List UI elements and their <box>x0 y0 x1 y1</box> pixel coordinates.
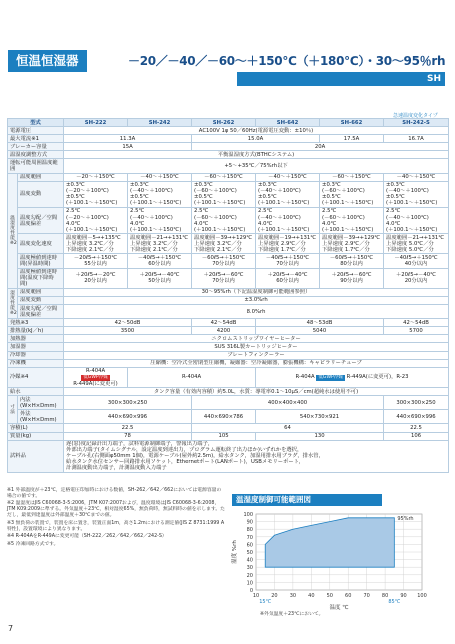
row-label: 温度変動 <box>18 181 64 207</box>
table-row <box>8 440 449 472</box>
row-label: 発熱※3 <box>8 319 64 327</box>
footnote: ※3 無負荷の装置で，装置を床に置き，装置正面1m，高さ1.2mにおける測定値(JIS Z 8731:1999 A 特性)，設置環境により異なります。 <box>7 520 225 532</box>
spec-table <box>7 118 449 473</box>
table-row <box>8 151 449 159</box>
cell: 5700 <box>384 327 449 335</box>
table-row <box>8 319 449 327</box>
cell: 440×690×786 <box>192 410 256 424</box>
cell: 温度範囲－5→+135℃ 上昇速度 3.2℃／分 下降速度 2.1℃／分 <box>64 234 128 254</box>
cell <box>256 367 449 387</box>
row-label: 運転可能周囲温度範囲 <box>8 159 64 173</box>
row-label: 電源電圧 <box>8 127 64 135</box>
cell: 42～54dB <box>384 319 449 327</box>
cell: 2.5℃ (－60～＋100℃) 4.0℃ (＋100.1～＋150℃) <box>192 207 256 233</box>
model-sh242: SH-242 <box>128 119 192 127</box>
x-annotation: 85℃ <box>388 599 401 605</box>
cell: 2.5℃ (－40～＋100℃) 4.0℃ (＋100.1～＋150℃) <box>384 207 449 233</box>
cell: －20ℓ5→＋150℃ 55分以内 <box>64 254 128 268</box>
cell: 16.7A <box>384 135 449 143</box>
footnotes <box>7 488 225 549</box>
cell: ±0.3℃ (－20～＋100℃) ±0.5℃ (＋100.1～＋150℃) <box>64 181 128 207</box>
page-number: 7 <box>8 624 14 633</box>
x-tick-label: 80 <box>381 593 389 599</box>
cell: 17.5A <box>320 135 384 143</box>
row-label: 給水 <box>8 388 64 396</box>
cell: 400×400×400 <box>192 396 384 410</box>
row-label: 最大電流※1 <box>8 135 64 143</box>
y-axis-label: 湿度 %rh <box>232 540 238 564</box>
x-tick-label: 50 <box>326 593 333 599</box>
subtype-label: 急速温度変化タイプ <box>393 113 438 119</box>
footnote: ※5 冷凍回路方式です。 <box>7 541 59 547</box>
table-row <box>8 268 449 288</box>
row-label: 温湿度調整方式 <box>8 151 64 159</box>
row-label: 加熱器 <box>8 335 64 343</box>
group-label-performance: 温湿度性能※2 <box>8 173 18 288</box>
row-label: 試料品 <box>8 440 64 472</box>
cell: +5～+35℃／75%rh以下 <box>64 159 449 173</box>
x-annotation: 15℃ <box>259 599 272 605</box>
model-sh222: SH-222 <box>64 119 128 127</box>
cell: ＋20ℓ5→－40℃ 50分以内 <box>128 268 192 288</box>
row-label: 内法(W×H×Dmm) <box>18 396 64 410</box>
cell: 78 <box>64 432 192 440</box>
y-tick-label: 10 <box>246 580 253 587</box>
row-label: 加湿器 <box>8 343 64 351</box>
cell: 15A <box>64 143 192 151</box>
model-header-label: 型式 <box>8 119 64 127</box>
cell: 温度範囲－21→+131℃ 上昇速度 5.0℃／分 下降速度 5.0℃／分 <box>384 234 449 254</box>
cell: 20A <box>192 143 449 151</box>
cell: ±0.3℃ (－60～＋100℃) ±0.5℃ (＋100.1～＋150℃) <box>192 181 256 207</box>
table-row <box>8 343 449 351</box>
table-row <box>8 359 449 367</box>
low-gwp-tag: 低GWP冷媒 <box>83 375 108 381</box>
x-tick-label: 70 <box>363 593 370 599</box>
row-label: 冷却器 <box>8 351 64 359</box>
x-tick-label: 40 <box>308 593 315 599</box>
row-label: 湿度範囲 <box>18 288 64 296</box>
refrigerant-value: R-404A <box>85 368 106 375</box>
group-label-humidity: 湿度性能※2 <box>8 288 18 318</box>
cell: －60ℓ5→＋150℃ 70分以内 <box>192 254 256 268</box>
cell <box>64 367 128 387</box>
cell: 温度範囲－19→+131℃ 上昇速度 2.9℃／分 下降速度 1.7℃／分 <box>256 234 320 254</box>
cell: 300×300×250 <box>64 396 192 410</box>
cell: －40～＋150℃ <box>384 173 449 181</box>
series-label: 95%rh <box>397 515 414 522</box>
cell: 遅(窓)度記録計出力端子，試料電源制御端子，警報出力端子， 外部出力端子(タイムシグナル，設定温度到達出力，プログラム運転終了出力ほか)いずれかを選択， ケーブル孔(右側面φ50mm 1個)，電源ケーブル(屋外約2.5m)，給水タンク，加湿用排水用ブラグ，排水管， 給水タンク水位センサー回路排水用ソケット，Ethernetポート(LANポート)，USBメモリーポート， 計測温度動出力端子，計測温度動入力端子 <box>64 440 449 472</box>
low-gwp-tag: 低GWP冷媒 <box>318 375 343 381</box>
cell: －60～＋150℃ <box>192 173 256 181</box>
cell: ＋20ℓ5→－40℃ 60分以内 <box>256 268 320 288</box>
cell: －40ℓ5→＋150℃ 40分以内 <box>384 254 449 268</box>
cell: 64 <box>192 424 384 432</box>
row-label: 温度変化速度 <box>18 234 64 254</box>
cell: 105 <box>192 432 256 440</box>
table-row <box>8 335 449 343</box>
cell: －40～＋150℃ <box>128 173 192 181</box>
footnote: ※2 温湿度はJIS C60068-3-5:2006，JTM K07:2007および，温度環境はJIS C60068-3-6:2008，JTM K09:2009に準ずる。外気温度＋23℃，相対湿度65%，無負荷時，無試料時の値を示します。ただし，最低到達温度は外部温度＋30℃までの値。 <box>7 501 225 519</box>
cell: ニクロムストリップワイヤーヒーター <box>64 335 449 343</box>
cell: 11.3A <box>64 135 192 143</box>
cell: ±0.3℃ (－40～＋100℃) ±0.5℃ (＋100.1～＋150℃) <box>256 181 320 207</box>
row-label: 排熱量(kJ／h) <box>8 327 64 335</box>
cell: 2.5℃ (－40～＋100℃) 4.0℃ (＋100.1～＋150℃) <box>128 207 192 233</box>
y-tick-label: 0 <box>249 588 253 594</box>
chart-note: ※外気温度＋23℃において。 <box>260 612 324 617</box>
model-sh262: SH-262 <box>192 119 256 127</box>
table-row <box>8 135 449 143</box>
cell: 130 <box>256 432 384 440</box>
footnote: ※4 R-404AをR-449Aに変更可能（SH-222／262／642／662／242-S） <box>7 534 167 540</box>
cell: ±3.0%rh <box>64 296 449 304</box>
table-row <box>8 351 449 359</box>
cell: 30～95%rh（下記温湿度制御可能範囲参照） <box>64 288 449 296</box>
cell: ＋20ℓ5→－20℃ 20分以内 <box>64 268 128 288</box>
row-label: 湿度変動 <box>18 296 64 304</box>
cell: ±0.3℃ (－60～＋100℃) ±0.5℃ (＋100.1～＋150℃) <box>320 181 384 207</box>
row-label: 冷凍機 <box>8 359 64 367</box>
cell: 2.5℃ (－40～＋100℃) 4.0℃ (＋100.1～＋150℃) <box>256 207 320 233</box>
x-tick-label: 10 <box>252 593 260 599</box>
x-tick-label: 100 <box>417 593 427 599</box>
cell: ±0.3℃ (－40～＋100℃) ±0.5℃ (＋100.1～＋150℃) <box>128 181 192 207</box>
y-tick-label: 90 <box>246 519 253 526</box>
cell: ＋20ℓ5→－40℃ 20分以内 <box>384 268 449 288</box>
table-row <box>8 327 449 335</box>
y-tick-label: 50 <box>246 550 253 556</box>
cell: 42～54dB <box>192 319 256 327</box>
cell: 22.5 <box>384 424 449 432</box>
cell: ＋20ℓ5→－60℃ 90分以内 <box>320 268 384 288</box>
page-header <box>0 48 455 88</box>
footnote: ※1 外部温度が＋23℃，定格電圧印加時における数値，SH-262／642／662においては電源容量の場合の値です。 <box>7 488 222 499</box>
row-label: 温度極値到達時間(温度下降時間) <box>18 268 64 288</box>
table-row <box>8 207 449 233</box>
cell: タンク容量（有効内容積）約5.0L，水質：導電率0.1～10μS／cm(超純水は使用不可) <box>64 388 449 396</box>
model-header-row <box>8 119 449 127</box>
y-tick-label: 30 <box>246 565 253 572</box>
x-tick-label: 20 <box>271 593 278 599</box>
row-label: ブレーカー容量 <box>8 143 64 151</box>
cell: 540×730×921 <box>256 410 384 424</box>
x-tick-label: 90 <box>400 593 407 599</box>
cell: 4200 <box>192 327 256 335</box>
cell: 温度範囲－21→+131℃ 上昇速度 3.2℃／分 下降速度 2.1℃／分 <box>128 234 192 254</box>
model-sh662: SH-662 <box>320 119 384 127</box>
row-label: 温度勾配／空間温度偏差 <box>18 207 64 233</box>
refrigerant-sub: R-449A(に変更可) <box>73 380 118 387</box>
table-row <box>8 432 449 440</box>
group-label-dimensions: 寸法 <box>8 396 18 424</box>
series-bar: SH <box>237 72 445 86</box>
table-row <box>8 305 449 319</box>
table-row <box>8 181 449 207</box>
table-row <box>8 396 449 410</box>
cell: 42～50dB <box>64 319 192 327</box>
cell: 22.5 <box>64 424 192 432</box>
y-tick-label: 100 <box>243 512 253 518</box>
table-row <box>8 143 449 151</box>
cell: 平衡温湿度方式(BTHCシステム) <box>64 151 449 159</box>
cell: プレートフィンクーラー <box>64 351 449 359</box>
table-row <box>8 410 449 424</box>
y-tick-label: 40 <box>246 557 253 564</box>
cell: ＋20ℓ5→－60℃ 70分以内 <box>192 268 256 288</box>
cell: 2.5℃ (－60～＋100℃) 4.0℃ (＋100.1～＋150℃) <box>320 207 384 233</box>
row-label: 湿度勾配／空間湿度偏差 <box>18 305 64 319</box>
y-tick-label: 20 <box>246 572 253 579</box>
table-row <box>8 424 449 432</box>
model-sh242s: SH-242-S <box>384 119 449 127</box>
table-row <box>8 367 449 387</box>
table-row <box>8 288 449 296</box>
cell: 48～53dB <box>256 319 384 327</box>
cell: 440×690×996 <box>384 410 449 424</box>
table-row <box>8 234 449 254</box>
cell: －40～＋150℃ <box>256 173 320 181</box>
chart-title: 温湿度制御可能範囲図 <box>232 494 382 506</box>
cell: ±0.3℃ (－40～＋100℃) ±0.5℃ (＋100.1～＋150℃) <box>384 181 449 207</box>
table-row <box>8 254 449 268</box>
table-row <box>8 388 449 396</box>
cell: 8.0%rh <box>64 305 449 319</box>
table-row <box>8 173 449 181</box>
cell: SUS 316L製カートリッジヒーター <box>64 343 449 351</box>
table-row <box>8 127 449 135</box>
cell: －60～＋150℃ <box>320 173 384 181</box>
y-tick-label: 70 <box>246 534 253 541</box>
cell: 440×690×996 <box>64 410 192 424</box>
cell: R-404A <box>128 367 256 387</box>
product-headline: －20／－40／－60～＋150℃（＋180℃）・30～95％rh <box>128 54 446 68</box>
x-axis-label: 温度 ℃ <box>329 605 349 610</box>
category-badge: 恒温恒湿器 <box>8 50 87 72</box>
cell: －40ℓ5→＋150℃ 60分以内 <box>128 254 192 268</box>
cell: 圧縮機：空冷式全密閉型圧縮機，凝縮器：空冷凝縮器，膨張機構：キャピラリーチューブ <box>64 359 449 367</box>
table-row <box>8 159 449 173</box>
cell: 温度範囲－39→+129℃ 上昇速度 2.9℃／分 下降速度 1.7℃／分 <box>320 234 384 254</box>
row-label: 外法(W×H×Dmm) <box>18 410 64 424</box>
cell: 5040 <box>256 327 384 335</box>
cell: AC100V 1φ 50／60Hz(電源電圧変動：±10％) <box>64 127 449 135</box>
cell: 106 <box>384 432 449 440</box>
y-tick-label: 80 <box>246 527 253 534</box>
row-label: 冷媒※4 <box>8 367 64 387</box>
x-tick-label: 60 <box>345 593 352 599</box>
table-row <box>8 296 449 304</box>
y-tick-label: 60 <box>246 542 253 549</box>
row-label: 質量(kg) <box>8 432 64 440</box>
row-label: 温度極値到達時間(昇温時間) <box>18 254 64 268</box>
row-label: 容積(L) <box>8 424 64 432</box>
model-sh642: SH-642 <box>256 119 320 127</box>
x-tick-label: 30 <box>289 593 297 599</box>
control-range-chart <box>226 506 448 610</box>
cell: 15.0A <box>192 135 320 143</box>
refrigerant-value: R-404A <box>295 374 315 381</box>
cell: －20～＋150℃ <box>64 173 128 181</box>
cell: 温度範囲－39→+129℃ 上昇速度 3.2℃／分 下降速度 2.1℃／分 <box>192 234 256 254</box>
cell: 300×300×250 <box>384 396 449 410</box>
cell: －40ℓ5→＋150℃ 70分以内 <box>256 254 320 268</box>
cell: 3500 <box>64 327 192 335</box>
cell: 2.5℃ (－20～＋100℃) 4.0℃ (＋100.1～＋150℃) <box>64 207 128 233</box>
row-label: 温度範囲 <box>18 173 64 181</box>
cell: －60ℓ5→＋150℃ 80分以内 <box>320 254 384 268</box>
refrigerant-sub: R-449A(に変更可)，R-23 <box>346 374 409 381</box>
